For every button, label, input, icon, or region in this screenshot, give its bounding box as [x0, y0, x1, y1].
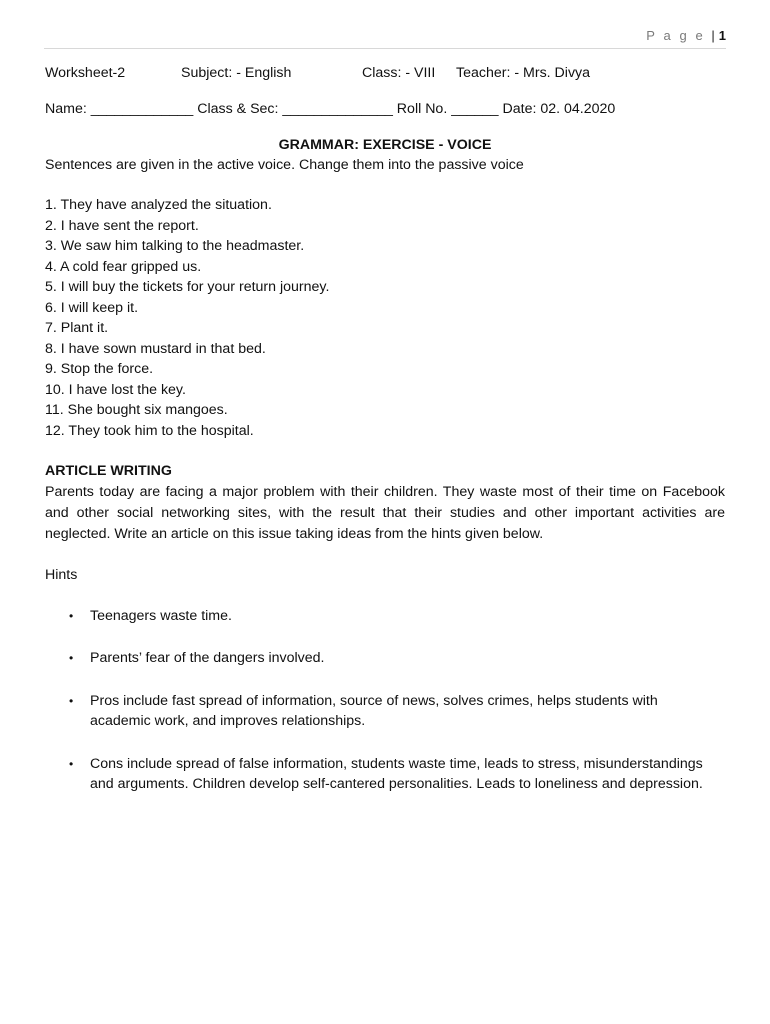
exercise-item: 6. I will keep it. [45, 299, 139, 316]
exercise-item: 10. I have lost the key. [45, 381, 186, 398]
grammar-instruction: Sentences are given in the active voice. Change them into the passive voice [45, 157, 524, 173]
hint-item [45, 648, 705, 669]
bullet-icon: • [69, 756, 74, 771]
bullet-icon: • [69, 608, 74, 623]
hints-label: Hints [45, 566, 78, 583]
exercise-item: 5. I will buy the tickets for your return journey. [45, 279, 330, 295]
grammar-title: GRAMMAR: EXERCISE - VOICE [278, 137, 492, 153]
hint-item [45, 606, 705, 627]
worksheet-body [45, 62, 725, 817]
exercise-item: 8. I have sown mustard in that bed. [45, 340, 266, 357]
exercise-item: 2. I have sent the report. [45, 217, 199, 234]
bullet-icon: • [69, 693, 74, 708]
page-header [646, 28, 726, 43]
subject-label: Subject: - English [181, 65, 292, 81]
exercise-item: 7. Plant it. [45, 320, 109, 336]
page-separator: | [711, 28, 715, 43]
hint-item [45, 691, 705, 732]
teacher-label: Teacher: - Mrs. Divya [456, 65, 591, 81]
hints-list [45, 606, 725, 795]
page-label: P a g e [646, 28, 706, 43]
class-label: Class: - VIII [362, 65, 436, 81]
worksheet-label: Worksheet-2 [45, 65, 126, 81]
exercise-item: 12. They took him to the hospital. [45, 422, 254, 439]
exercise-item: 3. We saw him talking to the headmaster. [45, 238, 305, 254]
hint-text: Pros include fast spread of information, source of news, solves crimes, helps students with academic work, and improves relationships. [90, 692, 658, 729]
hint-text: Cons include spread of false information, students waste time, leads to stress, misunderstandings and arguments. Children develop self-cantered personalities. Leads to loneliness and depression. [90, 755, 703, 792]
worksheet-meta-row [45, 62, 725, 84]
article-title: ARTICLE WRITING [45, 463, 172, 479]
hint-text: Teenagers waste time. [90, 607, 232, 624]
exercise-item: 11. She bought six mangoes. [45, 402, 228, 418]
header-rule [44, 48, 726, 49]
hint-item [45, 754, 705, 795]
exercise-item: 9. Stop the force. [45, 361, 154, 377]
hint-text: Parents’ fear of the dangers involved. [90, 650, 325, 666]
article-prompt: Parents today are facing a major problem with their children. They waste most of their time on Facebook and other social networking sites, with the result that their studies and other important activities are neglected. Write an article on this issue taking ideas from the hints given below. [45, 483, 725, 542]
exercise-list [45, 195, 725, 441]
exercise-item: 4. A cold fear gripped us. [45, 258, 202, 275]
exercise-item: 1. They have analyzed the situation. [45, 197, 272, 213]
bullet-icon: • [69, 651, 74, 665]
student-info-row: Name: _____________ Class & Sec: ______________ Roll No. ______ Date: 02. 04.2020 [45, 101, 616, 117]
page-number: 1 [718, 28, 726, 43]
